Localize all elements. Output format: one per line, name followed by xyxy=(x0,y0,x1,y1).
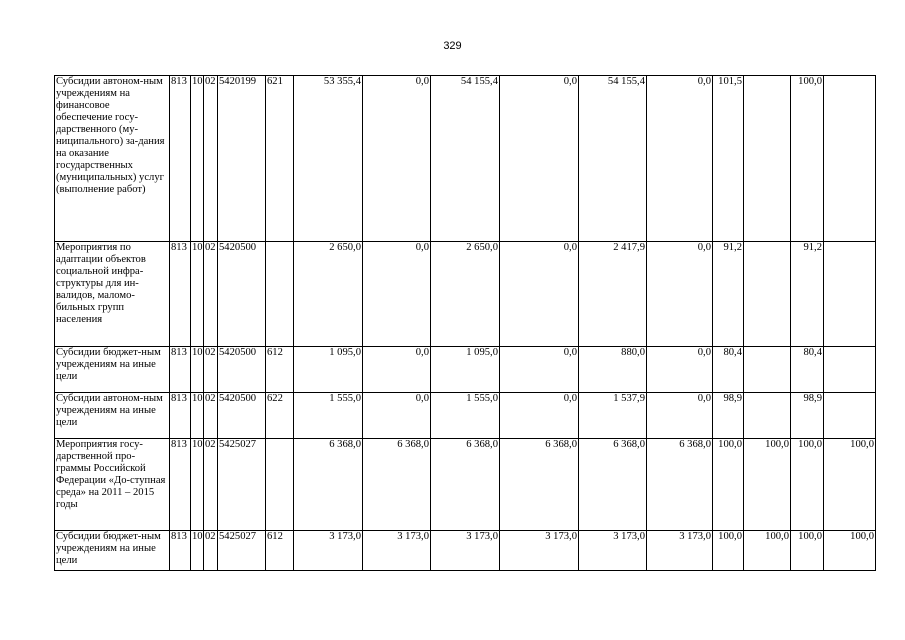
percent-cell: 100,0 xyxy=(791,439,824,531)
table-row xyxy=(55,242,876,347)
amount-cell: 0,0 xyxy=(500,347,579,393)
amount-cell: 0,0 xyxy=(363,393,431,439)
page-number: 329 xyxy=(443,40,462,52)
row-name-cell: Мероприятия по адаптации объектов социальной инфра-структуры для ин-валидов, маломо-бильных групп населения xyxy=(55,242,170,347)
amount-cell: 6 368,0 xyxy=(579,439,647,531)
expense-type-cell xyxy=(266,439,294,531)
amount-cell: 0,0 xyxy=(647,76,713,242)
ministry-code-cell: 813 xyxy=(170,242,191,347)
amount-cell: 1 537,9 xyxy=(579,393,647,439)
section-code-cell: 10 xyxy=(191,242,204,347)
amount-cell: 1 095,0 xyxy=(431,347,500,393)
table-row xyxy=(55,76,876,242)
percent-cell xyxy=(824,393,876,439)
amount-cell: 6 368,0 xyxy=(363,439,431,531)
percent-cell: 101,5 xyxy=(713,76,744,242)
table-row xyxy=(55,531,876,571)
percent-cell: 100,0 xyxy=(824,531,876,571)
amount-cell: 2 650,0 xyxy=(431,242,500,347)
table-row xyxy=(55,439,876,531)
amount-cell: 3 173,0 xyxy=(647,531,713,571)
percent-cell: 100,0 xyxy=(744,439,791,531)
amount-cell: 2 417,9 xyxy=(579,242,647,347)
subsection-code-cell: 02 xyxy=(204,439,218,531)
amount-cell: 0,0 xyxy=(500,242,579,347)
row-name-cell: Субсидии автоном-ным учреждениям на иные цели xyxy=(55,393,170,439)
ministry-code-cell: 813 xyxy=(170,347,191,393)
target-article-cell: 5420199 xyxy=(218,76,266,242)
percent-cell: 98,9 xyxy=(791,393,824,439)
amount-cell: 3 173,0 xyxy=(500,531,579,571)
target-article-cell: 5425027 xyxy=(218,439,266,531)
table-row xyxy=(55,393,876,439)
amount-cell: 0,0 xyxy=(363,76,431,242)
percent-cell xyxy=(824,76,876,242)
subsection-code-cell: 02 xyxy=(204,531,218,571)
percent-cell: 100,0 xyxy=(791,531,824,571)
percent-cell: 80,4 xyxy=(713,347,744,393)
subsection-code-cell: 02 xyxy=(204,76,218,242)
amount-cell: 3 173,0 xyxy=(363,531,431,571)
amount-cell: 54 155,4 xyxy=(431,76,500,242)
table-row xyxy=(55,347,876,393)
amount-cell: 6 368,0 xyxy=(647,439,713,531)
expense-type-cell: 622 xyxy=(266,393,294,439)
section-code-cell: 10 xyxy=(191,531,204,571)
amount-cell: 0,0 xyxy=(500,76,579,242)
ministry-code-cell: 813 xyxy=(170,76,191,242)
expense-type-cell: 621 xyxy=(266,76,294,242)
percent-cell: 100,0 xyxy=(713,439,744,531)
amount-cell: 53 355,4 xyxy=(294,76,363,242)
percent-cell: 100,0 xyxy=(744,531,791,571)
percent-cell: 100,0 xyxy=(713,531,744,571)
amount-cell: 3 173,0 xyxy=(294,531,363,571)
percent-cell: 100,0 xyxy=(791,76,824,242)
subsection-code-cell: 02 xyxy=(204,242,218,347)
amount-cell: 0,0 xyxy=(363,242,431,347)
amount-cell: 1 095,0 xyxy=(294,347,363,393)
section-code-cell: 10 xyxy=(191,347,204,393)
expense-type-cell: 612 xyxy=(266,347,294,393)
amount-cell: 0,0 xyxy=(500,393,579,439)
percent-cell xyxy=(744,347,791,393)
ministry-code-cell: 813 xyxy=(170,439,191,531)
ministry-code-cell: 813 xyxy=(170,393,191,439)
target-article-cell: 5425027 xyxy=(218,531,266,571)
percent-cell xyxy=(744,242,791,347)
amount-cell: 880,0 xyxy=(579,347,647,393)
percent-cell: 100,0 xyxy=(824,439,876,531)
percent-cell xyxy=(744,393,791,439)
section-code-cell: 10 xyxy=(191,393,204,439)
subsection-code-cell: 02 xyxy=(204,393,218,439)
amount-cell: 0,0 xyxy=(647,393,713,439)
amount-cell: 6 368,0 xyxy=(431,439,500,531)
percent-cell: 80,4 xyxy=(791,347,824,393)
target-article-cell: 5420500 xyxy=(218,242,266,347)
row-name-cell: Мероприятия госу-дарственной про-граммы Российской Федерации «До-ступная среда» на 2011 – 2015 годы xyxy=(55,439,170,531)
expense-type-cell: 612 xyxy=(266,531,294,571)
amount-cell: 6 368,0 xyxy=(294,439,363,531)
amount-cell: 1 555,0 xyxy=(431,393,500,439)
target-article-cell: 5420500 xyxy=(218,347,266,393)
section-code-cell: 10 xyxy=(191,439,204,531)
row-name-cell: Субсидии автоном-ным учреждениям на финансовое обеспечение госу-дарственного (му-ниципального) за-дания на оказание государственных (муниципальных) услуг (выполнение работ) xyxy=(55,76,170,242)
amount-cell: 3 173,0 xyxy=(431,531,500,571)
section-code-cell: 10 xyxy=(191,76,204,242)
subsection-code-cell: 02 xyxy=(204,347,218,393)
percent-cell: 91,2 xyxy=(713,242,744,347)
amount-cell: 0,0 xyxy=(363,347,431,393)
percent-cell xyxy=(824,347,876,393)
target-article-cell: 5420500 xyxy=(218,393,266,439)
row-name-cell: Субсидии бюджет-ным учреждениям на иные цели xyxy=(55,347,170,393)
ministry-code-cell: 813 xyxy=(170,531,191,571)
expense-type-cell xyxy=(266,242,294,347)
amount-cell: 3 173,0 xyxy=(579,531,647,571)
percent-cell: 91,2 xyxy=(791,242,824,347)
amount-cell: 6 368,0 xyxy=(500,439,579,531)
amount-cell: 1 555,0 xyxy=(294,393,363,439)
amount-cell: 0,0 xyxy=(647,242,713,347)
amount-cell: 2 650,0 xyxy=(294,242,363,347)
amount-cell: 54 155,4 xyxy=(579,76,647,242)
budget-table xyxy=(54,75,876,571)
percent-cell xyxy=(744,76,791,242)
percent-cell xyxy=(824,242,876,347)
percent-cell: 98,9 xyxy=(713,393,744,439)
row-name-cell: Субсидии бюджет-ным учреждениям на иные цели xyxy=(55,531,170,571)
amount-cell: 0,0 xyxy=(647,347,713,393)
